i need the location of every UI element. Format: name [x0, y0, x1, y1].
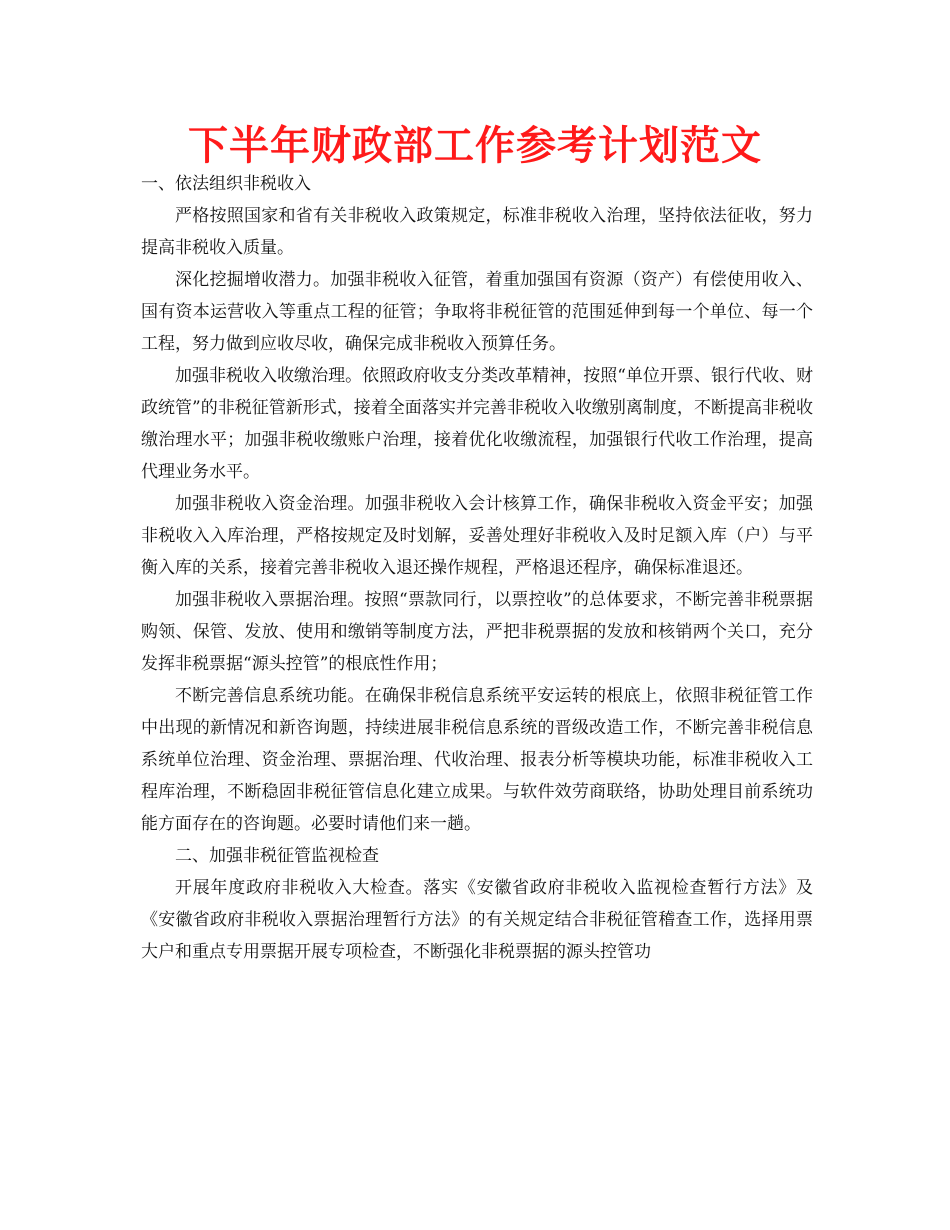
paragraph: 加强非税收入票据治理。按照“票款同行，以票控收”的总体要求，不断完善非税票据购领、保管、发放、使用和缴销等制度方法，严把非税票据的发放和核销两个关口，充分发挥非税票据“源头控管”的根底性作用； [141, 590, 813, 674]
paragraph: 严格按照国家和省有关非税收入政策规定，标准非税收入治理，坚持依法征收，努力提高非税收入质量。 [141, 206, 813, 258]
paragraph: 开展年度政府非税收入大检查。落实《安徽省政府非税收入监视检查暂行方法》及《安徽省政府非税收入票据治理暂行方法》的有关规定结合非税征管稽查工作，选择用票大户和重点专用票据开展专项检查，不断强化非税票据的源头控管功 [141, 878, 813, 962]
paragraph: 加强非税收入资金治理。加强非税收入会计核算工作，确保非税收入资金平安；加强非税收入入库治理，严格按规定及时划解，妥善处理好非税收入及时足额入库（户）与平衡入库的关系，接着完善非税收入退还操作规程，严格退还程序，确保标准退还。 [141, 494, 813, 578]
document-title: 下半年财政部工作参考计划范文 [188, 122, 762, 169]
paragraph: 深化挖掘增收潜力。加强非税收入征管，着重加强国有资源（资产）有偿使用收入、国有资本运营收入等重点工程的征管；争取将非税征管的范围延伸到每一个单位、每一个工程，努力做到应收尽收，确保完成非税收入预算任务。 [141, 270, 813, 354]
section-heading-2: 二、加强非税征管监视检查 [175, 846, 379, 866]
paragraph: 不断完善信息系统功能。在确保非税信息系统平安运转的根底上，依照非税征管工作中出现的新情况和新咨询题，持续进展非税信息系统的晋级改造工作，不断完善非税信息系统单位治理、资金治理、票据治理、代收治理、报表分析等模块功能，标准非税收入工程库治理，不断稳固非税征管信息化建立成果。与软件效劳商联络，协助处理目前系统功能方面存在的咨询题。必要时请他们来一趟。 [141, 686, 813, 834]
section-heading-1: 一、依法组织非税收入 [141, 174, 311, 194]
document-body [141, 168, 813, 968]
paragraph: 加强非税收入收缴治理。依照政府收支分类改革精神，按照“单位开票、银行代收、财政统管”的非税征管新形式，接着全面落实并完善非税收入收缴别离制度，不断提高非税收缴治理水平；加强非税收缴账户治理，接着优化收缴流程，加强银行代收工作治理，提高代理业务水平。 [141, 366, 813, 482]
